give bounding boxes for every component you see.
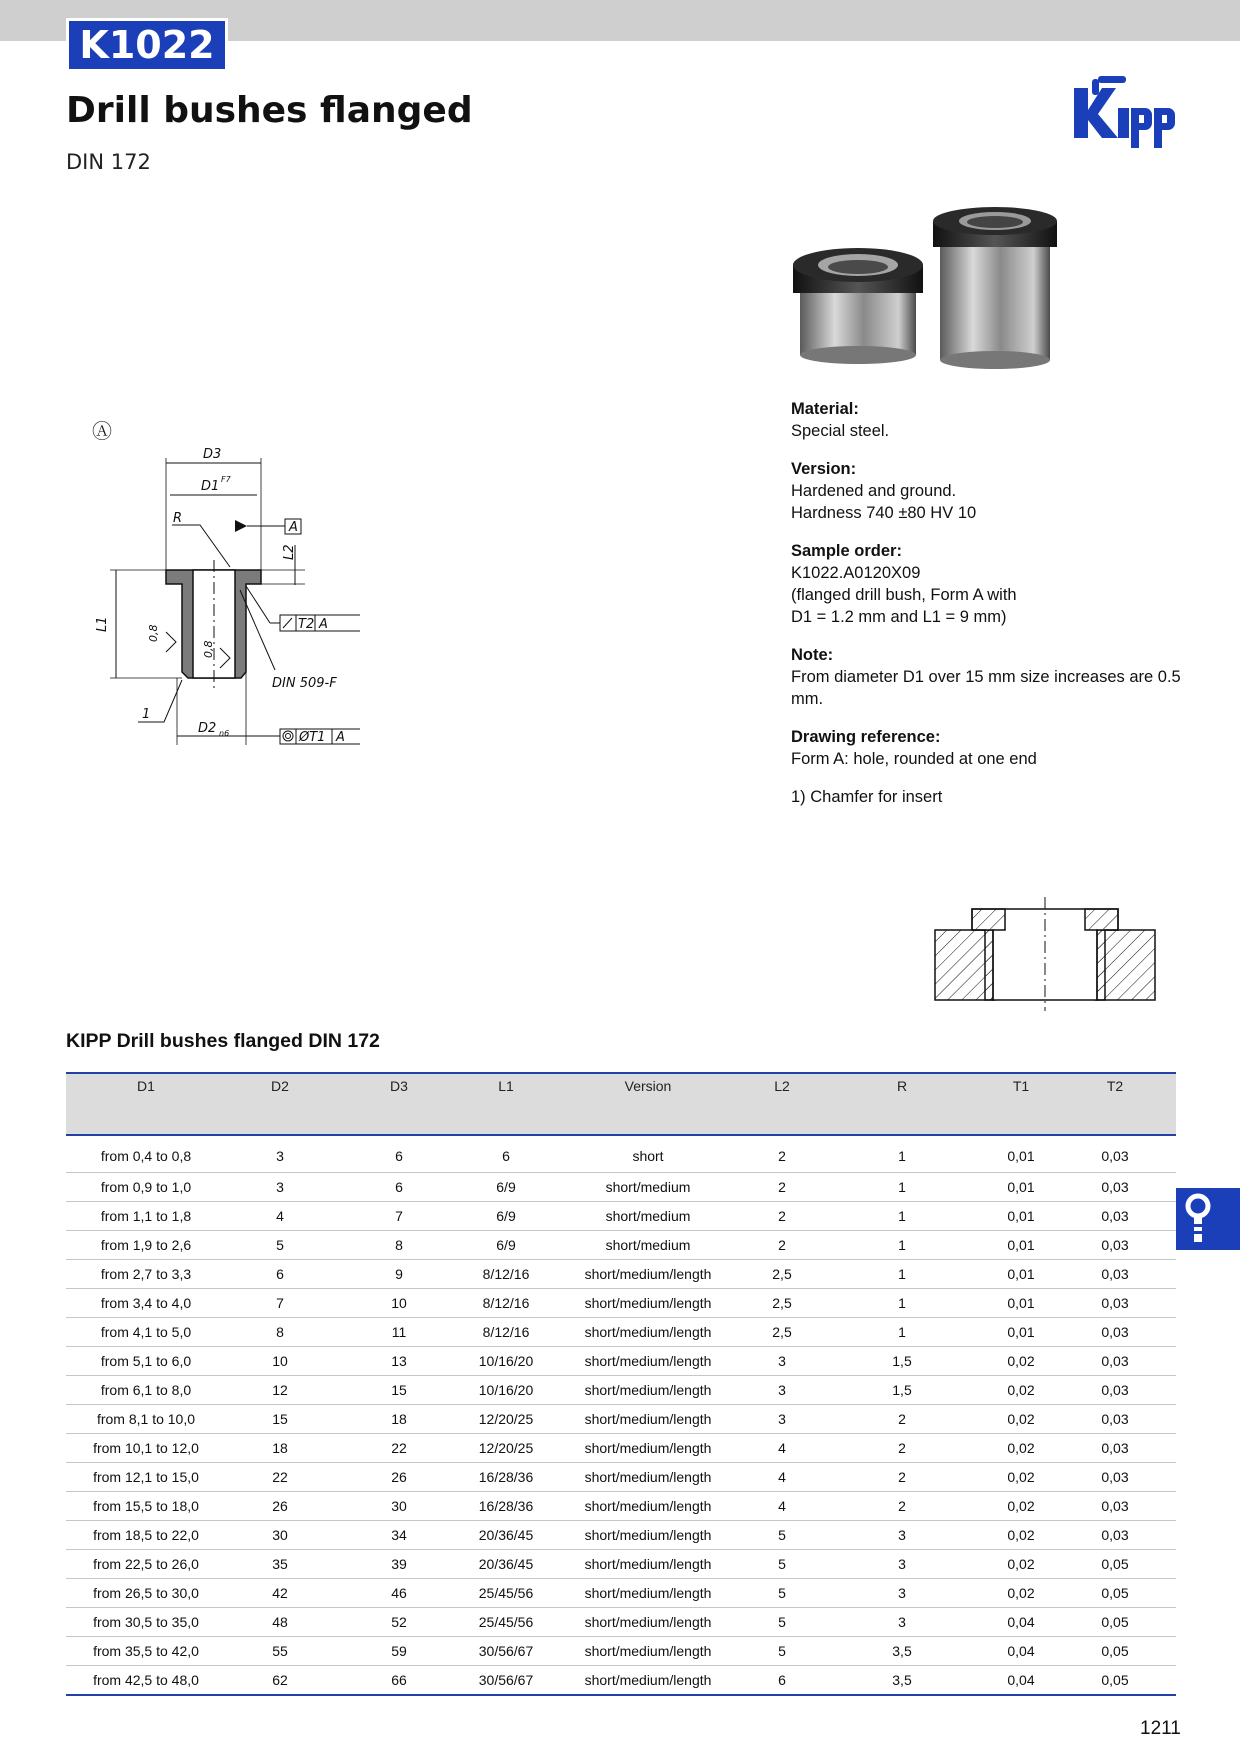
- table-row: [66, 1405, 1176, 1434]
- table-cell: 0,01: [988, 1202, 1054, 1231]
- side-category-tab[interactable]: [1176, 1188, 1240, 1250]
- table-cell: 7: [226, 1289, 334, 1318]
- table-cell: 55: [226, 1637, 334, 1666]
- table-cell: 5: [748, 1521, 816, 1550]
- column-header-d3: D3: [334, 1073, 464, 1135]
- table-cell: from 3,4 to 4,0: [66, 1289, 226, 1318]
- table-cell: 66: [334, 1666, 464, 1696]
- table-cell: 15: [226, 1405, 334, 1434]
- dimensions-table: [66, 1072, 1176, 1696]
- table-cell: 2: [816, 1405, 988, 1434]
- table-cell: from 12,1 to 15,0: [66, 1463, 226, 1492]
- info-footnote: 1) Chamfer for insert: [791, 788, 943, 806]
- table-cell: 0,01: [988, 1318, 1054, 1347]
- table-cell: 10/16/20: [464, 1347, 548, 1376]
- table-cell: 0,03: [1054, 1260, 1176, 1289]
- table-cell: 0,01: [988, 1260, 1054, 1289]
- info-note: Note: From diameter D1 over 15 mm size increases are 0.5 mm.: [791, 646, 1181, 708]
- table-cell: 52: [334, 1608, 464, 1637]
- table-cell: 0,03: [1054, 1376, 1176, 1405]
- table-cell: 0,03: [1054, 1231, 1176, 1260]
- table-cell: 0,01: [988, 1135, 1054, 1173]
- table-cell: short/medium/length: [548, 1405, 748, 1434]
- table-cell: 20/36/45: [464, 1550, 548, 1579]
- page-title: Drill bushes flanged: [66, 90, 473, 131]
- table-cell: short/medium/length: [548, 1608, 748, 1637]
- info-version: Version: Hardened and ground. Hardness 740 ±80 HV 10: [791, 460, 977, 522]
- table-cell: 0,02: [988, 1376, 1054, 1405]
- table-row: [66, 1550, 1176, 1579]
- table-cell: 3: [816, 1608, 988, 1637]
- column-header-t2: T2: [1054, 1073, 1176, 1135]
- table-cell: 0,02: [988, 1550, 1054, 1579]
- table-cell: short/medium/length: [548, 1347, 748, 1376]
- table-cell: 13: [334, 1347, 464, 1376]
- product-info: [791, 398, 1181, 824]
- table-cell: 15: [334, 1376, 464, 1405]
- technical-drawing-form-a: [80, 410, 360, 760]
- table-cell: 0,05: [1054, 1608, 1176, 1637]
- svg-text:R: R: [173, 511, 183, 526]
- table-cell: 30: [226, 1521, 334, 1550]
- table-row: [66, 1637, 1176, 1666]
- table-cell: 10/16/20: [464, 1376, 548, 1405]
- table-cell: 12: [226, 1376, 334, 1405]
- table-cell: 0,04: [988, 1637, 1054, 1666]
- eyebolt-icon: [1176, 1188, 1240, 1250]
- page-number: 1211: [1140, 1718, 1181, 1739]
- table-cell: 5: [748, 1550, 816, 1579]
- table-cell: 3: [816, 1550, 988, 1579]
- table-cell: 2,5: [748, 1289, 816, 1318]
- table-cell: 0,05: [1054, 1550, 1176, 1579]
- table-cell: short/medium/length: [548, 1492, 748, 1521]
- kipp-logo: [1068, 74, 1180, 160]
- table-cell: 8: [334, 1231, 464, 1260]
- table-cell: 6/9: [464, 1173, 548, 1202]
- table-cell: 6/9: [464, 1231, 548, 1260]
- table-cell: 0,03: [1054, 1347, 1176, 1376]
- table-cell: short/medium/length: [548, 1289, 748, 1318]
- table-row: [66, 1608, 1176, 1637]
- form-a-label: Ⓐ: [92, 419, 112, 443]
- table-cell: from 5,1 to 6,0: [66, 1347, 226, 1376]
- table-cell: 5: [226, 1231, 334, 1260]
- table-cell: 46: [334, 1579, 464, 1608]
- table-cell: 0,02: [988, 1347, 1054, 1376]
- column-header-l1: L1: [464, 1073, 548, 1135]
- table-cell: 34: [334, 1521, 464, 1550]
- table-title: KIPP Drill bushes flanged DIN 172: [66, 1030, 380, 1052]
- table-cell: 2: [748, 1135, 816, 1173]
- table-cell: 4: [748, 1434, 816, 1463]
- table-cell: short/medium/length: [548, 1318, 748, 1347]
- table-cell: 4: [748, 1463, 816, 1492]
- info-drawing-reference: Drawing reference: Form A: hole, rounded at one end: [791, 728, 1037, 768]
- column-header-r: R: [816, 1073, 988, 1135]
- table-row: [66, 1202, 1176, 1231]
- table-cell: 6/9: [464, 1202, 548, 1231]
- table-row: [66, 1289, 1176, 1318]
- table-cell: 26: [334, 1463, 464, 1492]
- table-cell: 25/45/56: [464, 1579, 548, 1608]
- table-cell: 1: [816, 1260, 988, 1289]
- table-row: [66, 1579, 1176, 1608]
- table-cell: 0,03: [1054, 1492, 1176, 1521]
- table-cell: 7: [334, 1202, 464, 1231]
- info-sample-order: Sample order: K1022.A0120X09 (flanged drill bush, Form A with D1 = 1.2 mm and L1 = 9 mm): [791, 542, 1017, 626]
- table-cell: 1: [816, 1318, 988, 1347]
- table-cell: 2: [816, 1434, 988, 1463]
- table-cell: from 1,1 to 1,8: [66, 1202, 226, 1231]
- table-cell: 2: [816, 1492, 988, 1521]
- table-cell: 8: [226, 1318, 334, 1347]
- svg-text:A: A: [336, 730, 345, 745]
- table-cell: 12/20/25: [464, 1434, 548, 1463]
- table-cell: 35: [226, 1550, 334, 1579]
- table-cell: 0,03: [1054, 1434, 1176, 1463]
- page-subtitle: DIN 172: [66, 150, 151, 174]
- svg-text:0,8: 0,8: [147, 624, 160, 642]
- svg-text:DIN 509-F: DIN 509-F: [272, 676, 337, 691]
- table-cell: 0,05: [1054, 1579, 1176, 1608]
- table-cell: short: [548, 1135, 748, 1173]
- table-row: [66, 1231, 1176, 1260]
- table-cell: 3,5: [816, 1637, 988, 1666]
- table-cell: 8/12/16: [464, 1318, 548, 1347]
- svg-text:D3: D3: [203, 447, 222, 462]
- table-row: [66, 1492, 1176, 1521]
- table-row: [66, 1347, 1176, 1376]
- table-cell: from 4,1 to 5,0: [66, 1318, 226, 1347]
- table-cell: 12/20/25: [464, 1405, 548, 1434]
- svg-text:1: 1: [142, 707, 151, 722]
- table-cell: 0,01: [988, 1173, 1054, 1202]
- table-cell: 4: [748, 1492, 816, 1521]
- table-cell: 48: [226, 1608, 334, 1637]
- table-cell: 30: [334, 1492, 464, 1521]
- table-cell: from 10,1 to 12,0: [66, 1434, 226, 1463]
- table-cell: 3: [748, 1376, 816, 1405]
- table-row: [66, 1521, 1176, 1550]
- table-row: [66, 1135, 1176, 1173]
- table-cell: 6: [334, 1173, 464, 1202]
- table-cell: 22: [226, 1463, 334, 1492]
- table-cell: 5: [748, 1637, 816, 1666]
- table-cell: 16/28/36: [464, 1463, 548, 1492]
- table-cell: 30/56/67: [464, 1666, 548, 1696]
- column-header-t1: T1: [988, 1073, 1054, 1135]
- table-cell: from 30,5 to 35,0: [66, 1608, 226, 1637]
- table-cell: 5: [748, 1608, 816, 1637]
- table-cell: 3,5: [816, 1666, 988, 1696]
- table-cell: 0,01: [988, 1289, 1054, 1318]
- table-cell: 1,5: [816, 1376, 988, 1405]
- table-cell: from 1,9 to 2,6: [66, 1231, 226, 1260]
- table-cell: 42: [226, 1579, 334, 1608]
- table-cell: 0,02: [988, 1405, 1054, 1434]
- table-cell: 22: [334, 1434, 464, 1463]
- table-cell: 8/12/16: [464, 1260, 548, 1289]
- table-cell: 0,03: [1054, 1202, 1176, 1231]
- table-cell: 3: [816, 1579, 988, 1608]
- table-cell: from 0,4 to 0,8: [66, 1135, 226, 1173]
- table-cell: 0,03: [1054, 1405, 1176, 1434]
- table-cell: short/medium/length: [548, 1666, 748, 1696]
- table-cell: 0,03: [1054, 1135, 1176, 1173]
- table-cell: 20/36/45: [464, 1521, 548, 1550]
- table-cell: 10: [334, 1289, 464, 1318]
- table-row: [66, 1666, 1176, 1696]
- table-cell: from 26,5 to 30,0: [66, 1579, 226, 1608]
- table-cell: 6: [464, 1135, 548, 1173]
- table-cell: 11: [334, 1318, 464, 1347]
- table-cell: from 22,5 to 26,0: [66, 1550, 226, 1579]
- product-photo: [785, 205, 1065, 375]
- table-cell: 2: [748, 1202, 816, 1231]
- table-cell: short/medium/length: [548, 1521, 748, 1550]
- table-cell: 18: [334, 1405, 464, 1434]
- table-cell: short/medium/length: [548, 1434, 748, 1463]
- table-cell: short/medium: [548, 1173, 748, 1202]
- svg-text:ØT1: ØT1: [299, 730, 326, 745]
- table-cell: 0,04: [988, 1666, 1054, 1696]
- table-cell: short/medium/length: [548, 1260, 748, 1289]
- table-cell: 0,04: [988, 1608, 1054, 1637]
- table-cell: 3: [748, 1405, 816, 1434]
- product-code-tab: K1022: [66, 18, 228, 72]
- table-cell: 30/56/67: [464, 1637, 548, 1666]
- table-cell: from 0,9 to 1,0: [66, 1173, 226, 1202]
- table-cell: 2,5: [748, 1260, 816, 1289]
- table-cell: 0,03: [1054, 1463, 1176, 1492]
- svg-text:n6: n6: [219, 729, 230, 738]
- table-cell: 0,03: [1054, 1521, 1176, 1550]
- table-cell: 1: [816, 1202, 988, 1231]
- table-cell: 16/28/36: [464, 1492, 548, 1521]
- svg-text:A: A: [319, 617, 328, 632]
- table-cell: from 8,1 to 10,0: [66, 1405, 226, 1434]
- table-cell: 2: [748, 1231, 816, 1260]
- table-cell: 59: [334, 1637, 464, 1666]
- table-cell: short/medium/length: [548, 1463, 748, 1492]
- svg-text:A: A: [289, 520, 298, 535]
- table-cell: 25/45/56: [464, 1608, 548, 1637]
- table-cell: 3: [748, 1347, 816, 1376]
- svg-text:L2: L2: [282, 544, 297, 560]
- table-cell: 2: [748, 1173, 816, 1202]
- table-cell: 0,03: [1054, 1173, 1176, 1202]
- column-header-version: Version: [548, 1073, 748, 1135]
- table-cell: 18: [226, 1434, 334, 1463]
- table-cell: 3: [226, 1173, 334, 1202]
- table-cell: 0,02: [988, 1579, 1054, 1608]
- column-header-d1: D1: [66, 1073, 226, 1135]
- svg-text:F7: F7: [221, 475, 231, 484]
- table-cell: 0,02: [988, 1434, 1054, 1463]
- table-cell: 2,5: [748, 1318, 816, 1347]
- table-cell: 0,03: [1054, 1289, 1176, 1318]
- table-cell: 0,02: [988, 1521, 1054, 1550]
- table-cell: 6: [226, 1260, 334, 1289]
- column-header-l2: L2: [748, 1073, 816, 1135]
- table-cell: 5: [748, 1579, 816, 1608]
- table-cell: from 42,5 to 48,0: [66, 1666, 226, 1696]
- table-cell: 0,03: [1054, 1318, 1176, 1347]
- table-row: [66, 1318, 1176, 1347]
- table-cell: 2: [816, 1463, 988, 1492]
- table-row: [66, 1463, 1176, 1492]
- table-row: [66, 1260, 1176, 1289]
- table-row: [66, 1434, 1176, 1463]
- table-cell: 0,02: [988, 1463, 1054, 1492]
- table-cell: 10: [226, 1347, 334, 1376]
- table-cell: 0,05: [1054, 1637, 1176, 1666]
- table-cell: 62: [226, 1666, 334, 1696]
- svg-text:D2: D2: [198, 721, 217, 736]
- table-cell: from 15,5 to 18,0: [66, 1492, 226, 1521]
- table-cell: 1: [816, 1231, 988, 1260]
- table-cell: from 35,5 to 42,0: [66, 1637, 226, 1666]
- table-cell: 3: [226, 1135, 334, 1173]
- table-cell: short/medium: [548, 1202, 748, 1231]
- table-cell: 1: [816, 1173, 988, 1202]
- info-material: Material: Special steel.: [791, 400, 890, 440]
- table-cell: from 6,1 to 8,0: [66, 1376, 226, 1405]
- svg-text:0,8: 0,8: [202, 640, 215, 658]
- table-cell: 26: [226, 1492, 334, 1521]
- table-cell: 1,5: [816, 1347, 988, 1376]
- table-row: [66, 1376, 1176, 1405]
- table-cell: 39: [334, 1550, 464, 1579]
- svg-text:T2: T2: [298, 617, 315, 632]
- svg-text:L1: L1: [95, 616, 110, 632]
- table-cell: 4: [226, 1202, 334, 1231]
- table-cell: short/medium: [548, 1231, 748, 1260]
- table-cell: 8/12/16: [464, 1289, 548, 1318]
- table-row: [66, 1173, 1176, 1202]
- svg-text:D1: D1: [201, 479, 220, 494]
- table-cell: short/medium/length: [548, 1376, 748, 1405]
- table-cell: 6: [334, 1135, 464, 1173]
- table-cell: 9: [334, 1260, 464, 1289]
- insert-drawing: [925, 895, 1165, 1015]
- table-cell: short/medium/length: [548, 1550, 748, 1579]
- table-cell: from 2,7 to 3,3: [66, 1260, 226, 1289]
- table-cell: 3: [816, 1521, 988, 1550]
- table-cell: 0,05: [1054, 1666, 1176, 1696]
- table-cell: 0,02: [988, 1492, 1054, 1521]
- table-cell: from 18,5 to 22,0: [66, 1521, 226, 1550]
- table-cell: short/medium/length: [548, 1579, 748, 1608]
- table-cell: 1: [816, 1289, 988, 1318]
- column-header-d2: D2: [226, 1073, 334, 1135]
- table-header-row: [66, 1073, 1176, 1135]
- table-cell: 6: [748, 1666, 816, 1696]
- table-cell: 0,01: [988, 1231, 1054, 1260]
- table-cell: short/medium/length: [548, 1637, 748, 1666]
- table-cell: 1: [816, 1135, 988, 1173]
